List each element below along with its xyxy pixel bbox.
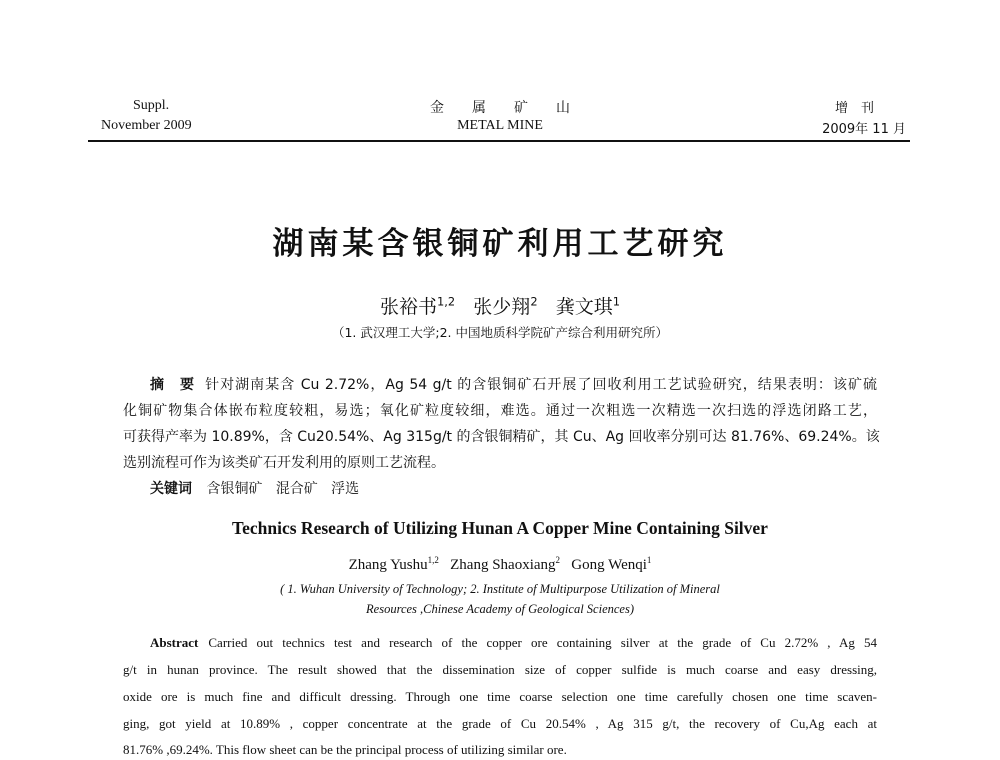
abstract-en-label: Abstract: [150, 635, 199, 650]
journal-name-en: METAL MINE: [457, 118, 543, 133]
author-sup: 1,2: [437, 294, 456, 309]
header-rule: [88, 140, 910, 142]
author: Gong Wenqi: [571, 557, 647, 573]
author-sup: 1,2: [427, 555, 439, 565]
abstract-cn-line: 选别流程可作为该类矿石开发利用的原则工艺流程。: [123, 455, 445, 471]
author: 张少翔: [473, 296, 531, 318]
author-sup: 2: [555, 555, 561, 565]
author: 张裕书: [380, 296, 438, 318]
abstract-en-line: 81.76% ,69.24%. This flow sheet can be the principal process of utilizing similar ore.: [123, 742, 567, 757]
journal-date-cn: 2009年 11 月: [822, 122, 906, 137]
authors-cn: [0, 292, 1000, 319]
abstract-en-line: oxide ore is much fine and difficult dressing. Through one time coarse selection one time carefully chosen one time scaven-: [123, 689, 877, 704]
author: Zhang Shaoxiang: [450, 557, 556, 573]
keyword: 混合矿: [275, 481, 318, 497]
abstract-cn-line: 化铜矿物集合体嵌布粒度较粗，易选；氧化矿粒度较细，难选。通过一次粗选一次精选一次扫选的浮选闭路工艺，: [123, 403, 877, 419]
authors-en: [0, 555, 1000, 574]
author: 龚文琪: [555, 296, 613, 318]
abstract-cn-label: 摘 要: [150, 377, 196, 393]
affiliation-en-line: ( 1. Wuhan University of Technology; 2. Institute of Multipurpose Utilization of Mineral: [280, 582, 720, 596]
keyword: 浮选: [331, 481, 360, 497]
affiliation-en-line: Resources ,Chinese Academy of Geological Sciences): [366, 602, 634, 616]
journal-suppl-cn: 增 刊: [834, 101, 874, 116]
abstract-cn-line: 摘 要 针对湖南某含 Cu 2.72%，Ag 54 g/t 的含银铜矿石开展了回收利用工艺试验研究，结果表明：该矿硫: [150, 377, 877, 393]
author: Zhang Yushu: [348, 557, 428, 573]
title-cn: 湖南某含银铜矿利用工艺研究: [272, 226, 728, 262]
journal-date-en: November 2009: [101, 118, 192, 133]
journal-suppl: Suppl.: [133, 98, 170, 113]
keywords-cn-label: 关键词: [150, 481, 192, 497]
author-sup: 1: [646, 555, 652, 565]
author-sup: 1: [612, 294, 620, 309]
keywords-cn: [150, 478, 904, 498]
author-sup: 2: [530, 294, 538, 309]
abstract-en-line: Abstract Carried out technics test and research of the copper ore containing silver at the grade of Cu 2.72% , Ag 54: [150, 635, 877, 650]
abstract-cn-line: 可获得产率为 10.89%，含 Cu20.54%、Ag 315g/t 的含银铜精矿，其 Cu、Ag 回收率分别可达 81.76%、69.24%。该: [123, 429, 880, 445]
affiliation-cn: （1. 武汉理工大学;2. 中国地质科学院矿产综合利用研究所）: [331, 325, 668, 340]
keyword: 含银铜矿: [206, 481, 263, 497]
abstract-en-line: g/t in hunan province. The result showed that the dissemination size of copper sulfide is much coarse and easy dressing,: [123, 662, 877, 677]
journal-name-cn: 金 属 矿 山: [430, 100, 570, 116]
abstract-en-line: ging, got yield at 10.89% , copper concentrate at the grade of Cu 20.54% , Ag 315 g/t, the recovery of Cu,Ag each at: [123, 716, 877, 731]
title-en: Technics Research of Utilizing Hunan A Copper Mine Containing Silver: [232, 518, 768, 538]
